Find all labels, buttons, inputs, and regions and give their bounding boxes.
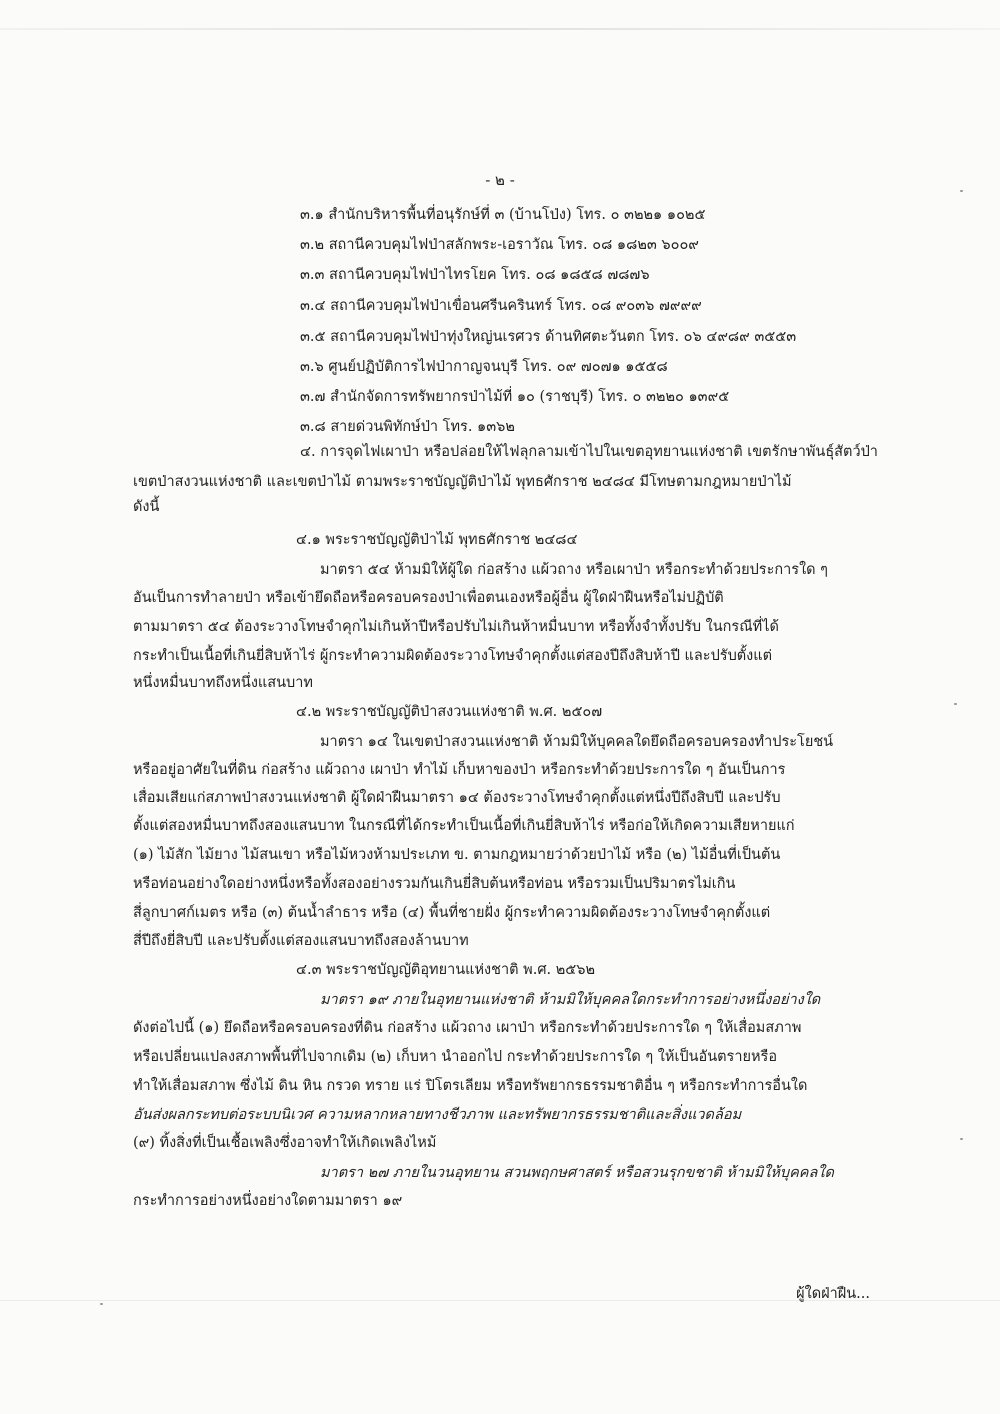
contact-line: ๓.๕ สถานีควบคุมไฟป่าทุ่งใหญ่นเรศวร ด้านทิศตะวันตก โทร. ๐๖ ๔๙๘๙ ๓๕๕๓ [300, 329, 797, 345]
section41-line: อันเป็นการทำลายป่า หรือเข้ายึดถือหรือครอบครองป่าเพื่อตนเองหรือผู้อื่น ผู้ใดฝ่าฝืนหรือไม่ปฏิบัติ [133, 590, 724, 606]
section43-line: มาตรา ๑๙ ภายในอุทยานแห่งชาติ ห้ามมิให้บุคคลใดกระทำการอย่างหนึ่งอย่างใด [320, 992, 821, 1008]
section43-line: ดังต่อไปนี้ (๑) ยึดถือหรือครอบครองที่ดิน ก่อสร้าง แผ้วถาง เผาป่า หรือกระทำด้วยประการใด ๆ ให้เสื่อมสภาพ [133, 1020, 802, 1036]
contact-line: ๓.๘ สายด่วนพิทักษ์ป่า โทร. ๑๓๖๒ [300, 419, 515, 435]
section42-line: หรือท่อนอย่างใดอย่างหนึ่งหรือทั้งสองอย่างรวมกันเกินยี่สิบต้นหรือท่อน หรือรวมเป็นปริมาตรไม่เกิน [133, 876, 736, 892]
page-number: - ๒ - [485, 171, 515, 189]
section4-line: ๔. การจุดไฟเผาป่า หรือปล่อยให้ไฟลุกลามเข้าไปในเขตอุทยานแห่งชาติ เขตรักษาพันธุ์สัตว์ป่า [300, 444, 878, 460]
scan-edge-top [0, 28, 1000, 30]
section43-article27-line: มาตรา ๒๗ ภายในวนอุทยาน สวนพฤกษศาสตร์ หรือสวนรุกขชาติ ห้ามมิให้บุคคลใด [320, 1165, 834, 1181]
contact-line: ๓.๖ ศูนย์ปฏิบัติการไฟป่ากาญจนบุรี โทร. ๐๙ ๗๐๗๑ ๑๕๕๘ [300, 359, 668, 375]
section4-line: ดังนี้ [133, 499, 160, 515]
scan-speck [960, 190, 963, 192]
contact-line: ๓.๓ สถานีควบคุมไฟป่าไทรโยค โทร. ๐๘ ๑๘๕๘ ๗๘๗๖ [300, 267, 650, 283]
section43-line: หรือเปลี่ยนแปลงสภาพพื้นที่ไปจากเดิม (๒) เก็บหา นำออกไป กระทำด้วยประการใด ๆ ให้เป็นอันตรายหรือ [133, 1049, 778, 1065]
section42-line: (๑) ไม้สัก ไม้ยาง ไม้สนเขา หรือไม้หวงห้ามประเภท ข. ตามกฎหมายว่าด้วยป่าไม้ หรือ (๒) ไม้อื่นที่เป็นต้น [133, 847, 781, 863]
contact-line: ๓.๗ สำนักจัดการทรัพยากรป่าไม้ที่ ๑๐ (ราชบุรี) โทร. ๐ ๓๒๒๐ ๑๓๙๕ [300, 389, 730, 405]
section4-line: เขตป่าสงวนแห่งชาติ และเขตป่าไม้ ตามพระราชบัญญัติป่าไม้ พุทธศักราช ๒๔๘๔ มีโทษตามกฎหมายป่าไม้ [133, 474, 792, 490]
section41-line: ตามมาตรา ๕๔ ต้องระวางโทษจำคุกไม่เกินห้าปีหรือปรับไม่เกินห้าหมื่นบาท หรือทั้งจำทั้งปรับ ในกรณีที่ได้ [133, 619, 779, 635]
continuation-footer: ผู้ใดฝ่าฝืน... [796, 1286, 870, 1302]
section42-line: สี่ลูกบาศก์เมตร หรือ (๓) ต้นน้ำลำธาร หรือ (๔) พื้นที่ชายฝั่ง ผู้กระทำความผิดต้องระวางโทษจำคุกตั้งแต่ [133, 905, 771, 921]
section43-heading: ๔.๓ พระราชบัญญัติอุทยานแห่งชาติ พ.ศ. ๒๕๖๒ [296, 962, 596, 978]
scan-speck [960, 1138, 963, 1140]
section43-article27-line: กระทำการอย่างหนึ่งอย่างใดตามมาตรา ๑๙ [133, 1193, 403, 1209]
section42-line: หรืออยู่อาศัยในที่ดิน ก่อสร้าง แผ้วถาง เผาป่า ทำไม้ เก็บหาของป่า หรือกระทำด้วยประการใด ๆ อันเป็นการ [133, 762, 786, 778]
section43-line: ทำให้เสื่อมสภาพ ซึ่งไม้ ดิน หิน กรวด ทราย แร่ ปิโตรเลียม หรือทรัพยากรธรรมชาติอื่น ๆ หรือกระทำการอื่นใด [133, 1078, 808, 1094]
scan-speck [100, 1303, 103, 1305]
section41-line: มาตรา ๕๔ ห้ามมิให้ผู้ใด ก่อสร้าง แผ้วถาง หรือเผาป่า หรือกระทำด้วยประการใด ๆ [320, 562, 828, 578]
section42-line: สี่ปีถึงยี่สิบปี และปรับตั้งแต่สองแสนบาทถึงสองล้านบาท [133, 933, 469, 949]
section41-line: หนึ่งหมื่นบาทถึงหนึ่งแสนบาท [133, 675, 313, 691]
contact-line: ๓.๒ สถานีควบคุมไฟป่าสลักพระ-เอราวัณ โทร. ๐๘ ๑๘๒๓ ๖๐๐๙ [300, 237, 699, 253]
section42-line: ตั้งแต่สองหมื่นบาทถึงสองแสนบาท ในกรณีที่ได้กระทำเป็นเนื้อที่เกินยี่สิบห้าไร่ หรือก่อให้เกิดความเสียหายแก่ [133, 818, 795, 834]
contact-line: ๓.๑ สำนักบริหารพื้นที่อนุรักษ์ที่ ๓ (บ้านโป่ง) โทร. ๐ ๓๒๒๑ ๑๐๒๕ [300, 207, 706, 223]
section42-heading: ๔.๒ พระราชบัญญัติป่าสงวนแห่งชาติ พ.ศ. ๒๕๐๗ [296, 704, 603, 720]
section42-line: มาตรา ๑๔ ในเขตป่าสงวนแห่งชาติ ห้ามมิให้บุคคลใดยึดถือครอบครองทำประโยชน์ [320, 734, 834, 750]
section42-line: เสื่อมเสียแก่สภาพป่าสงวนแห่งชาติ ผู้ใดฝ่าฝืนมาตรา ๑๔ ต้องระวางโทษจำคุกตั้งแต่หนึ่งปีถึงสิบปี และปรับ [133, 790, 781, 806]
section43-line: อันส่งผลกระทบต่อระบบนิเวศ ความหลากหลายทางชีวภาพ และทรัพยากรธรรมชาติและสิ่งแวดล้อม [133, 1107, 742, 1123]
section43-line: (๙) ทิ้งสิ่งที่เป็นเชื้อเพลิงซึ่งอาจทำให้เกิดเพลิงไหม้ [133, 1135, 437, 1151]
scan-speck [954, 703, 957, 705]
section41-line: กระทำเป็นเนื้อที่เกินยี่สิบห้าไร่ ผู้กระทำความผิดต้องระวางโทษจำคุกตั้งแต่สองปีถึงสิบห้าปี และปรับตั้งแต่ [133, 648, 773, 664]
section41-heading: ๔.๑ พระราชบัญญัติป่าไม้ พุทธศักราช ๒๔๘๔ [296, 532, 578, 548]
contact-line: ๓.๔ สถานีควบคุมไฟป่าเขื่อนศรีนครินทร์ โทร. ๐๘ ๙๐๓๖ ๗๙๙๙ [300, 298, 702, 314]
